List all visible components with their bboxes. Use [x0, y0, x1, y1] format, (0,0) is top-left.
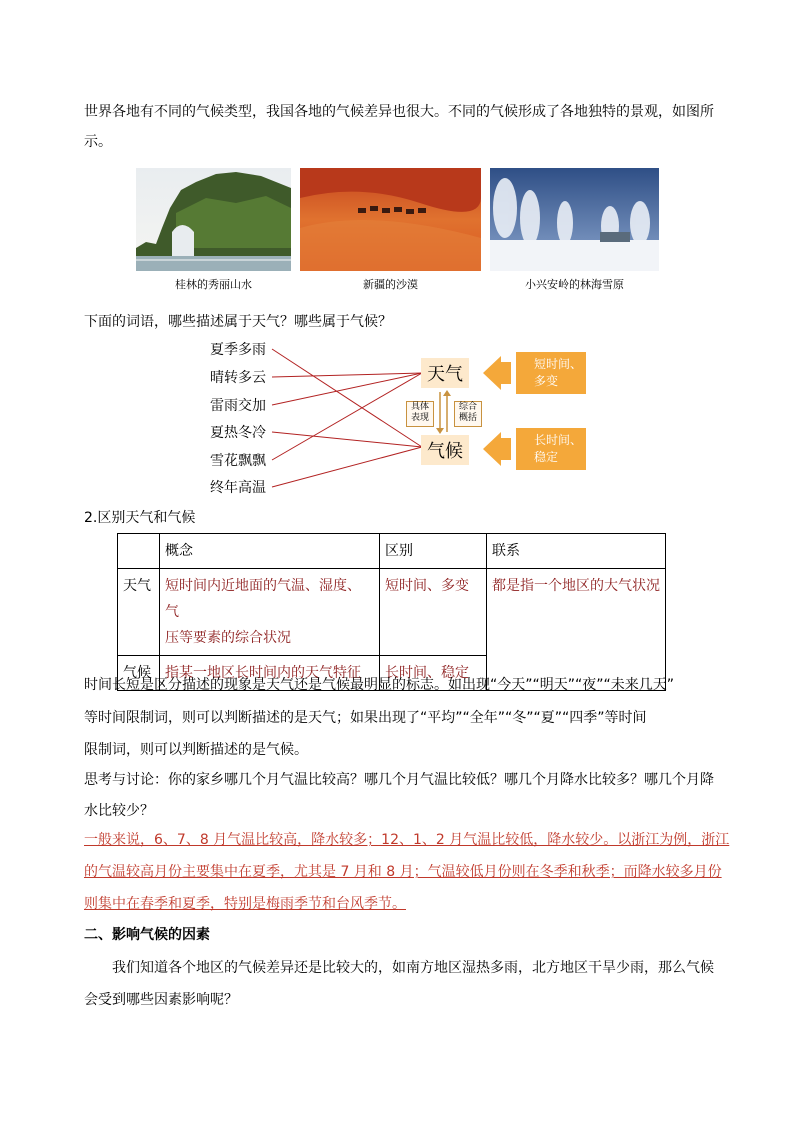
word-5: 雪花飘飘: [210, 453, 266, 469]
time-para-line-3: 限制词，则可以判断描述的是气候。: [84, 742, 308, 758]
climate-note-line-1: 长时间、: [534, 433, 583, 447]
word-2: 晴转多云: [210, 370, 266, 386]
time-para-line-1: 时间长短是区分描述的现象是天气还是气候最明显的标志。如出现“今天”“明天”“夜”“未来几天”: [84, 677, 675, 693]
answer-line-1: 一般来说，6、7、8 月气温比较高，降水较多；12、1、2 月气温比较低，降水较少。以浙江为例，浙江: [84, 832, 730, 848]
photo-caption-3: 小兴安岭的林海雪原: [525, 278, 624, 291]
weather-difference: 短时间、多变: [380, 569, 487, 656]
header-empty: [118, 534, 160, 569]
climate-box: 气候: [421, 435, 469, 465]
answer-line-3: 则集中在春季和夏季，特别是梅雨季节和台风季节。: [84, 896, 406, 912]
weather-concept: [160, 569, 380, 656]
weather-note-line-1: 短时间、: [534, 357, 583, 371]
table-header-row: [118, 534, 666, 569]
word-3: 雷雨交加: [210, 398, 266, 414]
concrete-label-1: 具体: [410, 402, 429, 412]
comparison-table: [117, 533, 666, 691]
word-6: 终年高温: [210, 480, 266, 496]
section-factors-title: 二、影响气候的因素: [84, 927, 210, 943]
word-4: 夏热冬冷: [210, 425, 266, 441]
answer-line-2: 的气温较高月份主要集中在夏季，尤其是 7 月和 8 月；气温较低月份则在冬季和秋季；而降水较多月份: [84, 864, 722, 880]
section-2-title: 2.区别天气和气候: [84, 510, 196, 526]
climate-difference: 长时间、稳定: [380, 656, 487, 691]
weather-note-line-2: 多变: [534, 374, 559, 388]
photo-caption-2: 新疆的沙漠: [363, 278, 418, 291]
discussion-line-1: 思考与讨论：你的家乡哪几个月气温比较高？哪几个月气温比较低？哪几个月降水比较多？哪几个月降: [84, 772, 714, 788]
weather-concept-line-2: 压等要素的综合状况: [165, 630, 291, 646]
link-cell: 都是指一个地区的大气状况: [487, 569, 666, 691]
weather-row-name: 天气: [118, 569, 160, 656]
word-1: 夏季多雨: [210, 342, 266, 358]
concrete-label-2: 表现: [410, 413, 429, 423]
factors-para-line-1: 我们知道各个地区的气候差异还是比较大的，如南方地区湿热多雨，北方地区干旱少雨，那么气候: [112, 960, 714, 976]
time-para-line-2: 等时间限制词，则可以判断描述的是天气；如果出现了“平均”“全年”“冬”“夏”“四季”等时间: [84, 710, 647, 726]
photo-caption-1: 桂林的秀丽山水: [175, 278, 252, 291]
summary-label-1: 综合: [458, 402, 477, 412]
intro-line-1: 世界各地有不同的气候类型，我国各地的气候差异也很大。不同的气候形成了各地独特的景观，如图所: [84, 104, 714, 120]
climate-note-line-2: 稳定: [534, 450, 559, 464]
summary-label-2: 概括: [458, 413, 477, 423]
climate-row-name: 气候: [118, 656, 160, 691]
climate-note: [534, 432, 582, 466]
header-concept: 概念: [160, 534, 380, 569]
discussion-line-2: 水比较少？: [84, 803, 154, 819]
header-difference: 区别: [380, 534, 487, 569]
table-row: [118, 569, 666, 656]
question-weather-climate: 下面的词语，哪些描述属于天气？哪些属于气候？: [84, 314, 392, 330]
weather-box: 天气: [421, 358, 469, 388]
header-link: 联系: [487, 534, 666, 569]
concrete-label: [406, 401, 434, 427]
weather-concept-line-1: 短时间内近地面的气温、湿度、气: [165, 578, 361, 620]
climate-concept: 指某一地区长时间内的天气特征: [160, 656, 380, 691]
matching-lines: [0, 0, 794, 520]
weather-note: [534, 356, 582, 390]
factors-para-line-2: 会受到哪些因素影响呢？: [84, 992, 238, 1008]
summary-label: [454, 401, 482, 427]
intro-line-2: 示。: [84, 134, 112, 150]
